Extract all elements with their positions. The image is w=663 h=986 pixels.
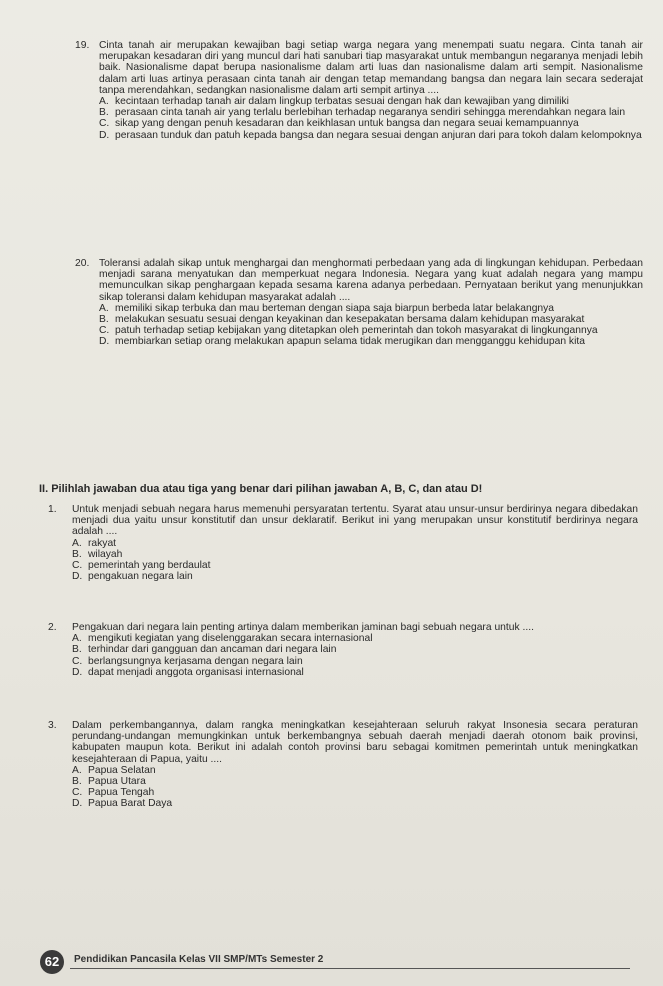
- option-letter: A.: [99, 96, 109, 108]
- option-letter: B.: [72, 644, 82, 656]
- option-a: [72, 538, 638, 549]
- section2-question-2: [48, 622, 638, 678]
- option-text: pemerintah yang berdaulat: [88, 560, 211, 572]
- option-letter: C.: [72, 655, 83, 667]
- option-letter: A.: [72, 633, 82, 645]
- option-letter: C.: [72, 560, 83, 572]
- option-letter: B.: [99, 107, 109, 119]
- option-text: dapat menjadi anggota organisasi internasional: [88, 666, 304, 678]
- option-a: [72, 633, 638, 644]
- option-text: memiliki sikap terbuka dan mau berteman dengan siapa saja biarpun berbeda latar belakangnya: [115, 302, 555, 314]
- option-letter: D.: [72, 571, 83, 583]
- option-d: [72, 667, 638, 678]
- page-number: 62: [40, 950, 64, 974]
- option-a: [99, 303, 643, 314]
- option-text: terhindar dari gangguan dan ancaman dari negara lain: [88, 644, 337, 656]
- option-text: membiarkan setiap orang melakukan apapun selama tidak merugikan dan mengganggu kehidupan kita: [115, 336, 585, 348]
- option-c: [99, 118, 643, 129]
- option-letter: A.: [72, 764, 82, 776]
- question-stem: Pengakuan dari negara lain penting artinya dalam memberikan jaminan bagi sebuah negara untuk ....: [72, 622, 534, 633]
- option-letter: D.: [99, 336, 110, 348]
- option-letter: D.: [72, 798, 83, 810]
- section-heading: II. Pilihlah jawaban dua atau tiga yang benar dari pilihan jawaban A, B, C, dan atau D!: [39, 483, 483, 495]
- section2-question-1: [48, 504, 638, 582]
- option-text: Papua Selatan: [88, 764, 156, 776]
- option-text: Papua Barat Daya: [88, 798, 173, 810]
- option-c: [99, 325, 643, 336]
- section2-question-3: [48, 720, 638, 810]
- option-letter: A.: [99, 302, 109, 314]
- option-letter: D.: [99, 129, 110, 141]
- option-b: [72, 644, 638, 655]
- option-letter: A.: [72, 537, 82, 549]
- option-letter: D.: [72, 666, 83, 678]
- question-number: 1.: [48, 504, 57, 515]
- option-b: [99, 314, 643, 325]
- option-letter: C.: [72, 787, 83, 799]
- option-text: sikap yang dengan penuh kesadaran dan keikhlasan untuk bangsa dan negara seuai kemampuannya: [115, 118, 579, 130]
- option-text: Papua Utara: [88, 776, 146, 788]
- question-stem: Toleransi adalah sikap untuk menghargai dan menghormati perbedaan yang ada di lingkungan kehidupan. Perbedaan menjadi sarana menyatukan dan memperkuat negara Indonesia. Negara yang kuat adalah negara yang mampu memunculkan sikap penghargaan kepada sesama karena adanya perbedaan. Pernyataan berikut yang menunjukkan sikap toleransi dalam kehidupan masyarakat adalah ....: [99, 258, 643, 303]
- option-a: [72, 765, 638, 776]
- option-text: pengakuan negara lain: [88, 571, 193, 583]
- option-text: mengikuti kegiatan yang diselenggarakan secara internasional: [88, 633, 373, 645]
- option-letter: B.: [72, 548, 82, 560]
- option-letter: B.: [99, 314, 109, 326]
- question-stem: Untuk menjadi sebuah negara harus memenuhi persyaratan tertentu. Syarat atau unsur-unsur berdirinya negara dibedakan menjadi dua yaitu unsur konstitutif dan unsur deklaratif. Berikut ini yang merupakan unsur konstitutif berdirinya negara adalah ....: [72, 504, 638, 538]
- question-number: 19.: [75, 40, 90, 51]
- option-c: [72, 656, 638, 667]
- option-text: berlangsungnya kerjasama dengan negara lain: [88, 655, 303, 667]
- question-stem: Dalam perkembangannya, dalam rangka meningkatkan kesejahteraan seluruh rakyat Insonesia secara peraturan perundang-undangan memungkinkan untuk berkembangnya sebuah daerah menjadi daerah otonom baik provinsi, kabupaten maupun kota. Berikut ini adalah contoh provinsi baru sebagai komitmen pemerintah untuk meningkatkan kesejahteraan di Papua, yaitu ....: [72, 720, 638, 765]
- option-text: rakyat: [88, 537, 117, 549]
- option-text: perasaan cinta tanah air yang terlalu berlebihan terhadap negaranya sendiri sehingga merendahkan negara lain: [115, 107, 626, 119]
- option-text: Papua Tengah: [88, 787, 155, 799]
- option-letter: C.: [99, 118, 110, 130]
- footer-divider: [70, 968, 630, 969]
- option-d: [99, 336, 643, 347]
- option-b: [99, 107, 643, 118]
- footer-text: Pendidikan Pancasila Kelas VII SMP/MTs Semester 2: [74, 954, 324, 965]
- question-19: [75, 40, 643, 141]
- option-letter: B.: [72, 776, 82, 788]
- option-d: [72, 571, 638, 582]
- option-text: kecintaan terhadap tanah air dalam lingkup terbatas sesuai dengan hak dan kewajiban yang dimiliki: [115, 96, 569, 108]
- option-c: [72, 560, 638, 571]
- question-number: 3.: [48, 720, 57, 731]
- option-d: [72, 798, 638, 809]
- question-20: [75, 258, 643, 348]
- page-footer: [40, 948, 640, 978]
- question-number: 2.: [48, 622, 57, 633]
- option-b: [72, 549, 638, 560]
- option-text: patuh terhadap setiap kebijakan yang ditetapkan oleh pemerintah dan tokoh masyarakat di lingkungannya: [115, 325, 598, 337]
- option-text: melakukan sesuatu sesuai dengan keyakinan dan kesepakatan bersama dalam kehidupan masyarakat: [115, 314, 585, 326]
- question-number: 20.: [75, 258, 90, 269]
- option-d: [99, 130, 643, 141]
- question-stem: Cinta tanah air merupakan kewajiban bagi setiap warga negara yang menempati suatu negara. Cinta tanah air merupakan kesadaran diri yang muncul dari hati sanubari tiap masyarakat untuk membangun negaranya menjadi lebih baik. Nasionalisme dapat berupa nasionalisme dalam arti luas dan nasionalisme dalam arti sempit. Nasionalisme dalam arti luas artinya perasaan cinta tanah air dengan tetap memandang bangsa dan negara lain secara sederajat tanpa merendahkan, sedangkan nasionalisme dalam arti sempit artinya ....: [99, 40, 643, 96]
- option-letter: C.: [99, 325, 110, 337]
- option-b: [72, 776, 638, 787]
- option-text: perasaan tunduk dan patuh kepada bangsa dan negara sesuai dengan anjuran dari para tokoh dalam kelompoknya: [115, 129, 642, 141]
- option-text: wilayah: [88, 548, 123, 560]
- option-c: [72, 787, 638, 798]
- option-a: [99, 96, 643, 107]
